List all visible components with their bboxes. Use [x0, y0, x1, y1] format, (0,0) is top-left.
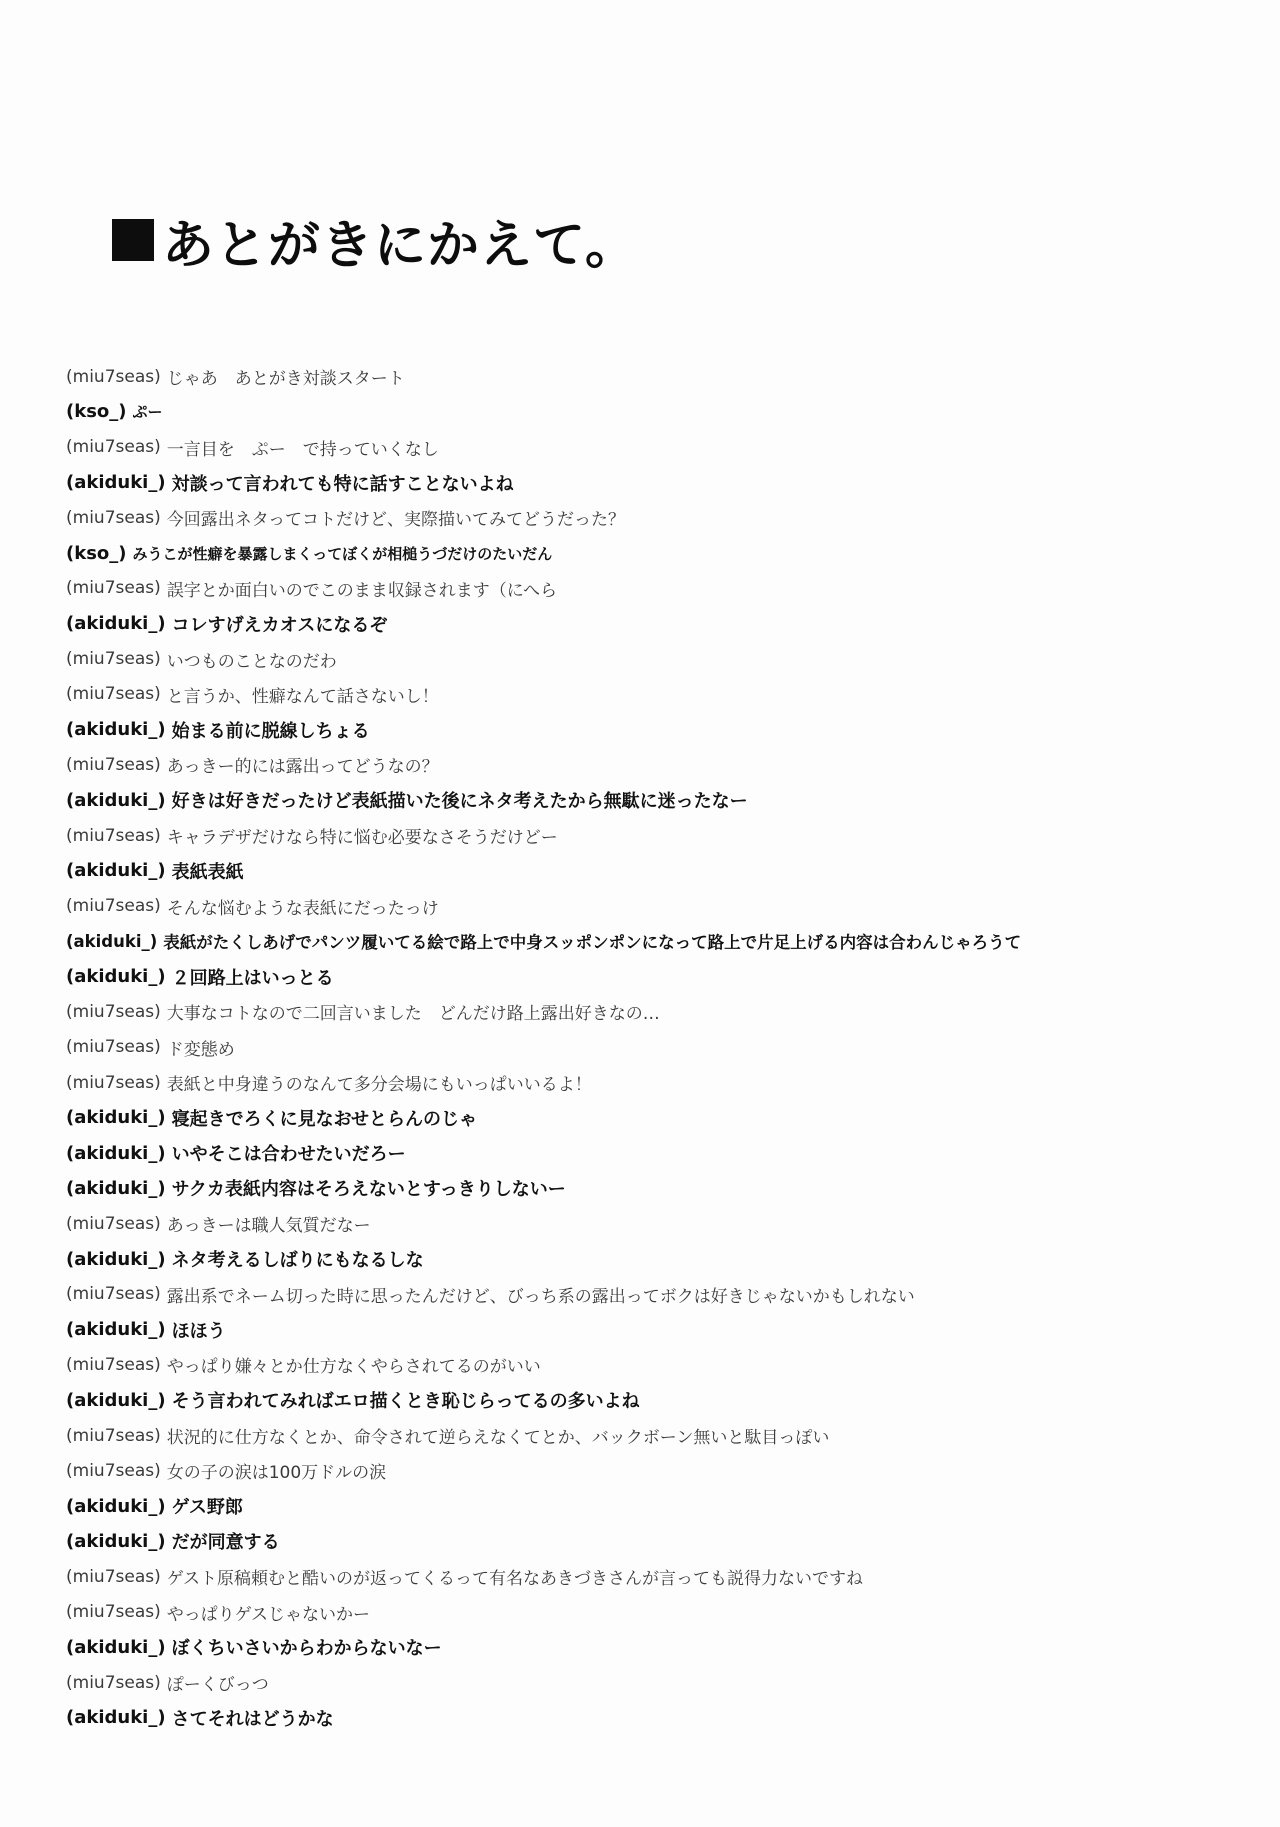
- chat-line: [66, 1100, 1246, 1135]
- chat-line: [66, 853, 1246, 888]
- chat-message: と言うか、性癖なんて話さないし！: [166, 686, 439, 707]
- chat-message: 表紙と中身違うのなんて多分会場にもいっぱいいるよ！: [166, 1075, 592, 1096]
- chat-speaker: (miu7seas): [66, 366, 161, 387]
- chat-speaker: (akiduki_): [66, 1530, 166, 1552]
- page-title-text: あとがきにかえて。: [162, 215, 638, 276]
- chat-message: ぷー: [132, 403, 163, 422]
- chat-message: 表紙表紙: [171, 861, 244, 883]
- chat-line: [66, 888, 1246, 923]
- chat-speaker: (miu7seas): [66, 578, 161, 599]
- chat-line: [66, 1453, 1246, 1488]
- chat-speaker: (akiduki_): [66, 719, 166, 741]
- chat-message: みうこが性癖を暴露しまくってぼくが相槌うづだけのたいだん: [132, 544, 553, 563]
- chat-message: ゲスト原稿頼むと酷いのが返ってくるって有名なあきづきさんが言っても説得力ないですね: [166, 1569, 864, 1590]
- chat-speaker: (miu7seas): [66, 649, 161, 670]
- chat-speaker: (akiduki_): [66, 1389, 166, 1411]
- chat-speaker: (miu7seas): [66, 754, 161, 775]
- chat-line: [66, 1383, 1246, 1418]
- chat-line: [66, 1594, 1246, 1629]
- chat-transcript: [66, 359, 1246, 1736]
- page-title: [112, 203, 638, 278]
- chat-message: ぼくちいさいからわからないなー: [171, 1638, 442, 1660]
- chat-message: 状況的に仕方なくとか、命令されて逆らえなくてとか、バックボーン無いと駄目っぽい: [166, 1428, 830, 1449]
- chat-speaker: (miu7seas): [66, 896, 161, 917]
- chat-message: ド変態め: [166, 1039, 235, 1060]
- chat-speaker: (miu7seas): [66, 1037, 161, 1058]
- chat-speaker: (akiduki_): [66, 1319, 166, 1341]
- chat-line: [66, 994, 1246, 1029]
- chat-line: [66, 1030, 1246, 1065]
- chat-message: じゃあ あとがき対談スタート: [166, 369, 405, 390]
- chat-message: ぽーくびっつ: [166, 1675, 269, 1696]
- chat-message: ほほう: [171, 1320, 226, 1342]
- chat-message: 始まる前に脱線しちょる: [171, 720, 370, 742]
- chat-message: コレすげえカオスになるぞ: [171, 614, 388, 636]
- chat-message: あっきー的には露出ってどうなの？: [166, 757, 439, 778]
- chat-speaker: (akiduki_): [66, 860, 166, 882]
- chat-message: 誤字とか面白いのでこのまま収録されます（にへら: [166, 580, 558, 601]
- chat-speaker: (miu7seas): [66, 1213, 161, 1234]
- chat-line: [66, 1347, 1246, 1382]
- chat-speaker: (miu7seas): [66, 1425, 161, 1446]
- chat-speaker: (kso_): [66, 401, 127, 423]
- chat-speaker: (miu7seas): [66, 1602, 161, 1623]
- chat-speaker: (akiduki_): [66, 1248, 166, 1270]
- chat-message: 一言目を ぷー で持っていくなし: [166, 439, 439, 460]
- chat-message: キャラデザだけなら特に悩む必要なさそうだけどー: [166, 828, 558, 848]
- title-square-icon: [112, 219, 154, 261]
- chat-line: [66, 571, 1246, 606]
- chat-speaker: (miu7seas): [66, 437, 161, 458]
- chat-message: 表紙がたくしあげでパンツ履いてる絵で路上で中身スッポンポンになって路上で片足上げる内容は合わんじゃろうて: [163, 933, 1022, 953]
- chat-speaker: (miu7seas): [66, 684, 161, 705]
- chat-line: [66, 1665, 1246, 1700]
- chat-speaker: (akiduki_): [66, 613, 166, 635]
- chat-line: [66, 747, 1246, 782]
- chat-speaker: (akiduki_): [66, 1636, 166, 1658]
- chat-message: やっぱり嫌々とか仕方なくやらされてるのがいい: [166, 1357, 541, 1378]
- chat-message: サクカ表紙内容はそろえないとすっきりしないー: [171, 1179, 566, 1201]
- chat-line: [66, 959, 1246, 994]
- chat-speaker: (kso_): [66, 542, 127, 564]
- chat-speaker: (miu7seas): [66, 1072, 161, 1093]
- chat-message: 大事なコトなので二回言いました どんだけ路上露出好きなの…: [166, 1004, 660, 1025]
- chat-message: 寝起きでろくに見なおせとらんのじゃ: [171, 1108, 478, 1130]
- chat-speaker: (akiduki_): [66, 966, 166, 988]
- chat-line: [66, 818, 1246, 853]
- chat-message: ネタ考えるしばりにもなるしな: [171, 1250, 424, 1272]
- chat-speaker: (miu7seas): [66, 1284, 161, 1305]
- chat-speaker: (miu7seas): [66, 1566, 161, 1587]
- chat-line: [66, 359, 1246, 394]
- chat-line: [66, 1241, 1246, 1276]
- chat-line: [66, 1312, 1246, 1347]
- chat-speaker: (akiduki_): [66, 789, 166, 811]
- chat-speaker: (akiduki_): [66, 472, 166, 494]
- chat-speaker: (akiduki_): [66, 1177, 166, 1199]
- chat-line: [66, 465, 1246, 500]
- chat-speaker: (miu7seas): [66, 1672, 161, 1693]
- chat-line: [66, 1171, 1246, 1206]
- chat-line: [66, 1559, 1246, 1594]
- chat-message: あっきーは職人気質だなー: [166, 1216, 371, 1237]
- chat-line: [66, 1524, 1246, 1559]
- chat-speaker: (akiduki_): [66, 1107, 166, 1129]
- chat-message: 対談って言われても特に話すことないよね: [171, 473, 514, 495]
- chat-speaker: (miu7seas): [66, 507, 161, 528]
- chat-line: [66, 1630, 1246, 1665]
- chat-message: 好きは好きだったけど表紙描いた後にネタ考えたから無駄に迷ったなー: [171, 791, 748, 813]
- chat-line: [66, 430, 1246, 465]
- chat-line: [66, 606, 1246, 641]
- chat-speaker: (akiduki_): [66, 1495, 166, 1517]
- chat-line: [66, 1418, 1246, 1453]
- chat-line: [66, 500, 1246, 535]
- chat-speaker: (akiduki_): [66, 1142, 166, 1164]
- chat-line: [66, 1700, 1246, 1735]
- chat-line: [66, 394, 1246, 429]
- chat-line: [66, 1136, 1246, 1171]
- chat-message: いつものことなのだわ: [166, 651, 337, 672]
- chat-speaker: (miu7seas): [66, 825, 161, 846]
- chat-line: [66, 1206, 1246, 1241]
- chat-speaker: (miu7seas): [66, 1001, 161, 1022]
- chat-line: [66, 924, 1246, 959]
- chat-message: 今回露出ネタってコトだけど、実際描いてみてどうだった？: [166, 510, 626, 531]
- chat-message: 女の子の涙は100万ドルの涙: [166, 1463, 387, 1484]
- chat-line: [66, 535, 1246, 570]
- chat-line: [66, 1489, 1246, 1524]
- chat-message: だが同意する: [171, 1532, 280, 1554]
- chat-message: ゲス野郎: [171, 1497, 243, 1519]
- chat-message: そんな悩むような表紙にだったっけ: [166, 898, 439, 919]
- chat-line: [66, 1065, 1246, 1100]
- chat-message: ２回路上はいっとる: [171, 967, 334, 989]
- chat-message: そう言われてみればエロ描くとき恥じらってるの多いよね: [171, 1391, 640, 1413]
- chat-line: [66, 677, 1246, 712]
- chat-speaker: (akiduki_): [66, 931, 158, 951]
- chat-speaker: (miu7seas): [66, 1354, 161, 1375]
- chat-speaker: (akiduki_): [66, 1707, 166, 1729]
- chat-line: [66, 1277, 1246, 1312]
- chat-line: [66, 783, 1246, 818]
- chat-message: いやそこは合わせたいだろー: [171, 1144, 406, 1166]
- chat-line: [66, 712, 1246, 747]
- chat-speaker: (miu7seas): [66, 1460, 161, 1481]
- chat-message: やっぱりゲスじゃないかー: [166, 1604, 371, 1625]
- chat-message: 露出系でネーム切った時に思ったんだけど、びっち系の露出ってボクは好きじゃないかもしれない: [166, 1286, 915, 1307]
- chat-line: [66, 641, 1246, 676]
- chat-message: さてそれはどうかな: [171, 1708, 334, 1730]
